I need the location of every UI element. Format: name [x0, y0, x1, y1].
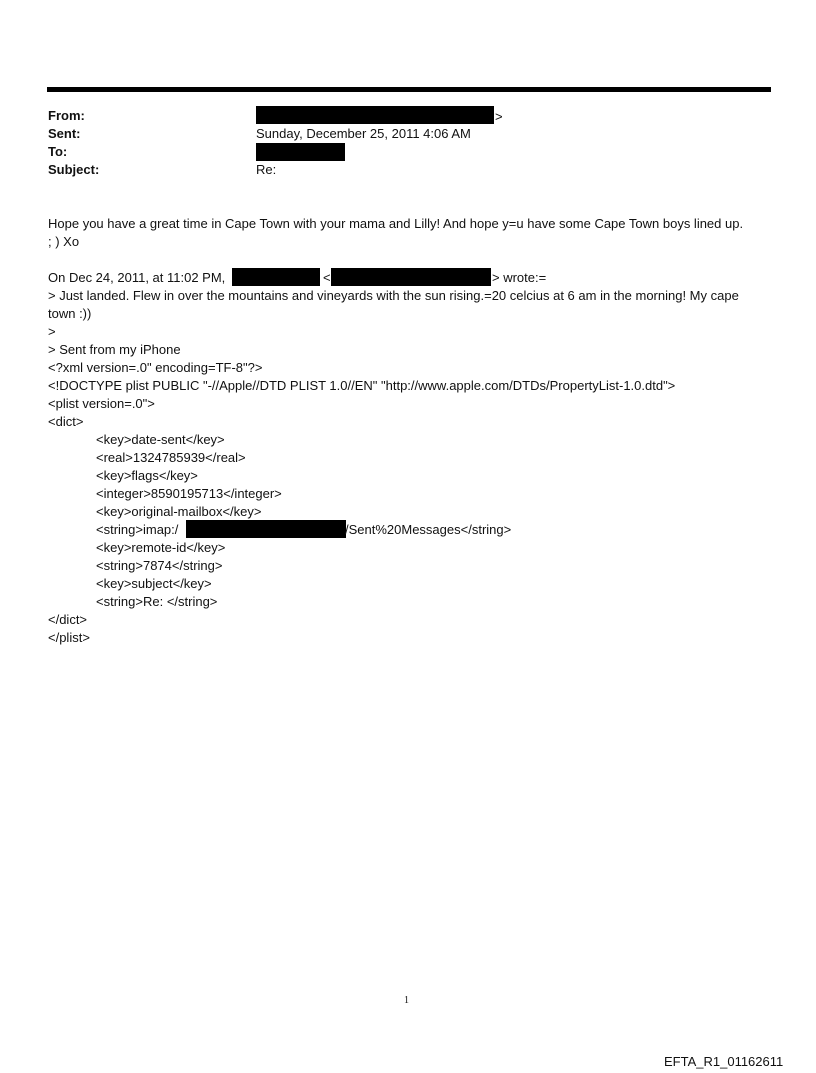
subject-value: Re: [256, 162, 277, 177]
from-label: From: [48, 108, 85, 123]
plist-entry: <real>1324785939</real> [96, 450, 246, 465]
plist-entry: <key>date-sent</key> [96, 432, 225, 447]
quoted-line: town :)) [48, 306, 92, 321]
plist-entry-prefix: <string>imap:/ [96, 522, 179, 537]
quoted-line: > [48, 324, 56, 339]
body-line: ; ) Xo [48, 234, 80, 249]
plist-entry: <string>Re: </string> [96, 594, 218, 609]
redaction-mailbox [186, 520, 346, 538]
body-line: Hope you have a great time in Cape Town with your mama and Lilly! And hope y=u have some Cape Town boys lined up. [48, 216, 744, 231]
document-id: EFTA_R1_01162611 [664, 1054, 784, 1069]
plist-entry: <integer>8590195713</integer> [96, 486, 282, 501]
plist-entry: <key>remote-id</key> [96, 540, 226, 555]
plist-entry: <key>original-mailbox</key> [96, 504, 262, 519]
redaction-from [256, 106, 494, 124]
quote-attribution-suffix: > wrote:= [492, 270, 547, 285]
quote-attribution-prefix: On Dec 24, 2011, at 11:02 PM, [48, 270, 226, 285]
xml-line: </plist> [48, 630, 90, 645]
sent-value: Sunday, December 25, 2011 4:06 AM [256, 126, 471, 141]
from-tail: > [495, 109, 503, 124]
xml-line: <dict> [48, 414, 84, 429]
plist-entry: <string>7874</string> [96, 558, 223, 573]
plist-entry-suffix: /Sent%20Messages</string> [345, 522, 512, 537]
quoted-line: > Just landed. Flew in over the mountains and vineyards with the sun rising.=20 celcius at 6 am in the morning! My cape [48, 288, 739, 303]
to-label: To: [48, 144, 68, 159]
subject-label: Subject: [48, 162, 100, 177]
xml-line: <?xml version=.0" encoding=TF-8"?> [48, 360, 263, 375]
quoted-line: > Sent from my iPhone [48, 342, 181, 357]
redaction-sender-email [331, 268, 491, 286]
plist-entry: <key>subject</key> [96, 576, 212, 591]
plist-entry: <key>flags</key> [96, 468, 198, 483]
redaction-sender-name [232, 268, 320, 286]
page-number: 1 [404, 995, 409, 1006]
xml-line: <plist version=.0"> [48, 396, 155, 411]
redaction-to [256, 143, 345, 161]
xml-line: </dict> [48, 612, 88, 627]
header-rule [47, 87, 771, 92]
sent-label: Sent: [48, 126, 81, 141]
quote-lt: < [323, 270, 331, 285]
xml-line: <!DOCTYPE plist PUBLIC "-//Apple//DTD PLIST 1.0//EN" "http://www.apple.com/DTDs/PropertyList-1.0.dtd"> [48, 378, 676, 393]
